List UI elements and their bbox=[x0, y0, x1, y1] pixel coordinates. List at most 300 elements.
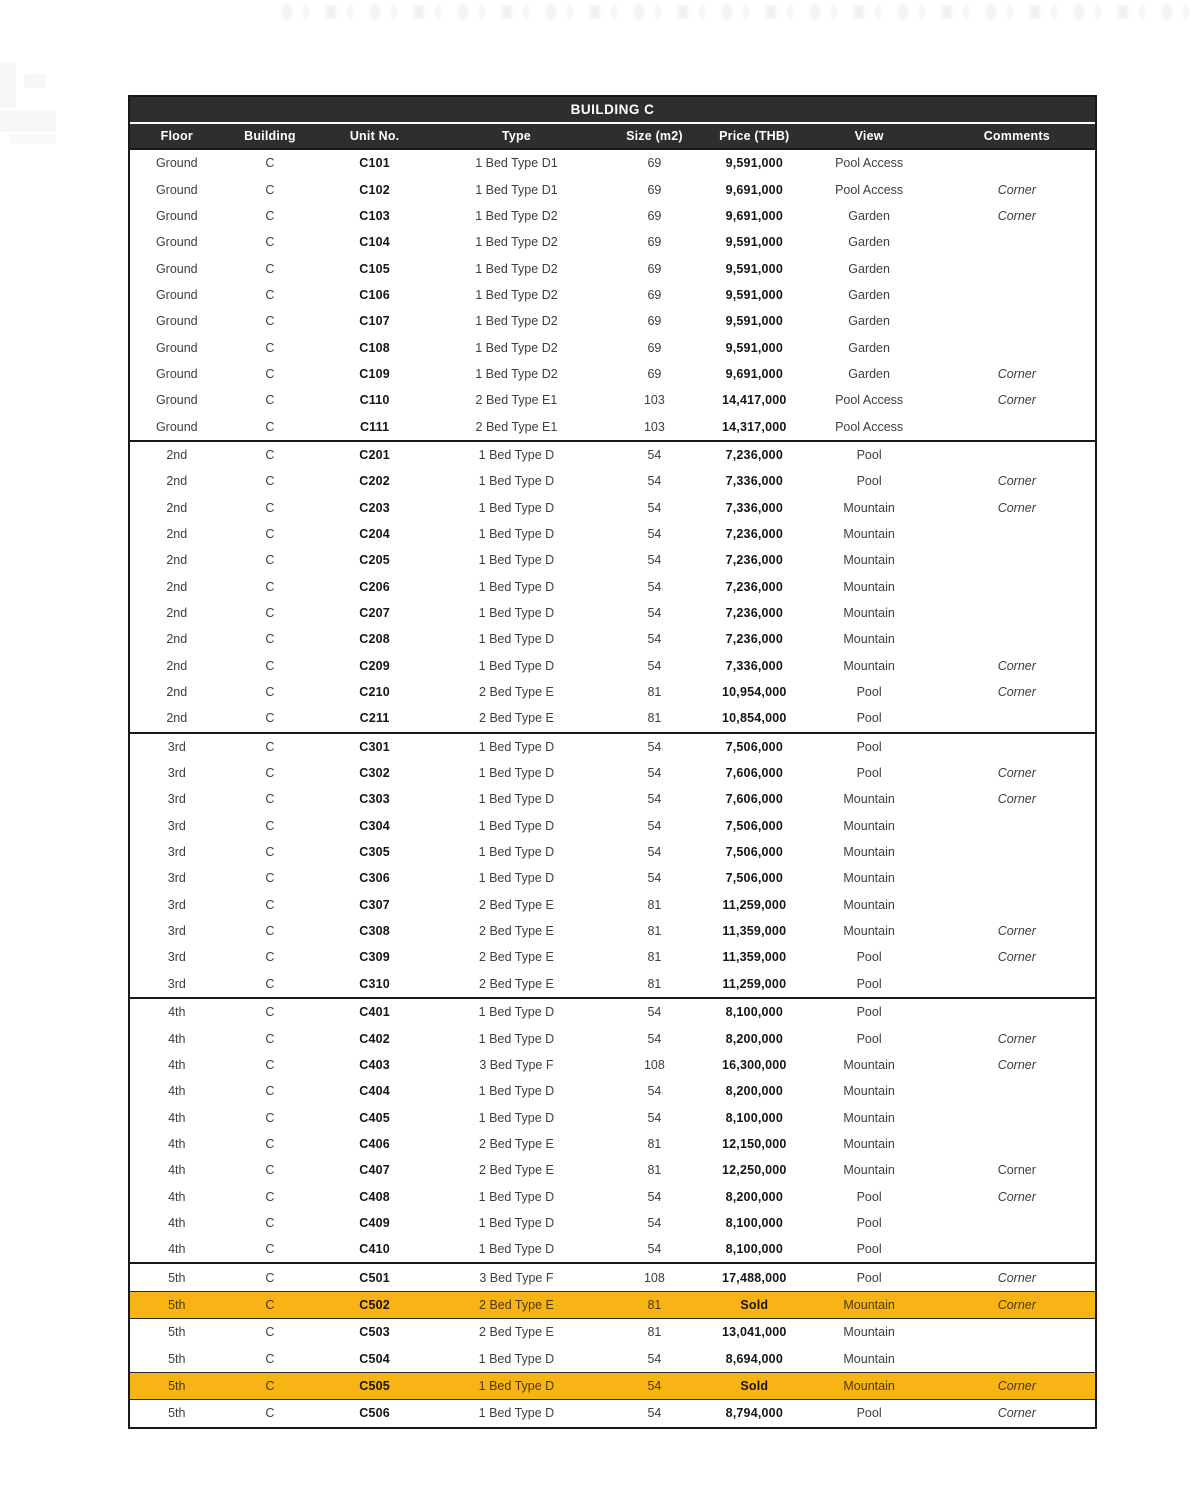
price-cell: 11,359,000 bbox=[722, 924, 787, 939]
unit-cell: C204 bbox=[359, 526, 390, 541]
view-cell: Garden bbox=[848, 208, 890, 223]
floor-cell: 2nd bbox=[166, 553, 188, 568]
view-cell: Mountain bbox=[843, 845, 895, 860]
type-cell: 1 Bed Type D bbox=[478, 1215, 555, 1230]
price-cell: 7,236,000 bbox=[725, 553, 783, 568]
view-cell: Mountain bbox=[800, 1372, 939, 1399]
type-cell: 1 Bed Type D bbox=[478, 792, 555, 807]
unit-row-c401 bbox=[130, 998, 1095, 1025]
comment-cell bbox=[939, 1104, 1095, 1130]
comment-cell: Corner bbox=[997, 474, 1036, 489]
price-cell: 7,236,000 bbox=[725, 632, 783, 647]
price-cell: 8,694,000 bbox=[725, 1351, 783, 1366]
building-cell: C bbox=[265, 393, 275, 408]
floor-cell: 2nd bbox=[166, 500, 188, 515]
size-cell: 54 bbox=[647, 632, 662, 647]
type-cell: 1 Bed Type D bbox=[478, 1351, 555, 1366]
view-cell: Mountain bbox=[843, 526, 895, 541]
building-cell: C bbox=[265, 685, 275, 700]
building-cell: C bbox=[265, 156, 275, 171]
building-cell: C bbox=[265, 632, 275, 647]
unit-row-c505 bbox=[130, 1372, 1095, 1399]
unit-cell: C410 bbox=[359, 1242, 390, 1257]
type-cell: 1 Bed Type D bbox=[478, 1084, 555, 1099]
building-cell: C bbox=[265, 1057, 275, 1072]
price-cell: 9,691,000 bbox=[725, 182, 783, 197]
view-cell: Pool bbox=[800, 998, 939, 1025]
size-cell: 54 bbox=[600, 441, 709, 468]
view-cell: Mountain bbox=[843, 897, 895, 912]
size-cell: 69 bbox=[647, 208, 662, 223]
unit-row-c108 bbox=[130, 334, 1095, 360]
column-header-type: Type bbox=[433, 124, 600, 149]
building-cell: C bbox=[265, 871, 275, 886]
view-cell: Pool Access bbox=[835, 156, 904, 171]
building-cell: C bbox=[265, 208, 275, 223]
view-cell: Mountain bbox=[800, 1291, 939, 1318]
size-cell: 108 bbox=[643, 1057, 665, 1072]
view-cell: Pool bbox=[856, 1215, 882, 1230]
unit-cell: C104 bbox=[359, 235, 390, 250]
building-cell: C bbox=[265, 182, 275, 197]
unit-row-c405 bbox=[130, 1104, 1095, 1130]
size-cell: 54 bbox=[647, 474, 662, 489]
unit-cell: C302 bbox=[359, 766, 390, 781]
price-cell: 7,606,000 bbox=[725, 792, 783, 807]
unit-price-table bbox=[130, 124, 1095, 1427]
size-cell: 54 bbox=[600, 998, 709, 1025]
price-cell: 8,100,000 bbox=[709, 998, 800, 1025]
price-cell: 7,236,000 bbox=[725, 606, 783, 621]
unit-row-c306 bbox=[130, 865, 1095, 891]
size-cell: 103 bbox=[643, 419, 665, 434]
table-title: BUILDING C bbox=[130, 97, 1095, 124]
price-cell: 9,691,000 bbox=[725, 208, 783, 223]
unit-row-c404 bbox=[130, 1078, 1095, 1104]
size-cell: 54 bbox=[600, 733, 709, 760]
view-cell: Mountain bbox=[843, 553, 895, 568]
comment-cell bbox=[939, 282, 1095, 308]
unit-cell: C201 bbox=[316, 441, 433, 468]
unit-row-c308 bbox=[130, 918, 1095, 944]
type-cell: 1 Bed Type D bbox=[478, 1110, 555, 1125]
size-cell: 54 bbox=[647, 579, 662, 594]
view-cell: Pool bbox=[800, 1263, 939, 1291]
size-cell: 69 bbox=[647, 182, 662, 197]
price-cell: 9,591,000 bbox=[725, 261, 783, 276]
comment-cell bbox=[939, 626, 1095, 652]
price-cell: 10,854,000 bbox=[722, 711, 787, 726]
column-header-floor: Floor bbox=[130, 124, 224, 149]
size-cell: 81 bbox=[647, 897, 662, 912]
view-cell: Mountain bbox=[843, 818, 895, 833]
unit-cell: C309 bbox=[359, 950, 390, 965]
view-cell: Mountain bbox=[843, 1084, 895, 1099]
building-cell: C bbox=[265, 658, 275, 673]
view-cell: Pool bbox=[800, 441, 939, 468]
size-cell: 54 bbox=[647, 1406, 662, 1421]
view-cell: Pool bbox=[856, 1031, 882, 1046]
floor-cell: Ground bbox=[155, 156, 198, 171]
size-cell: 69 bbox=[647, 340, 662, 355]
watermark-shape bbox=[10, 134, 56, 144]
unit-row-c503 bbox=[130, 1319, 1095, 1346]
type-cell: 3 Bed Type F bbox=[479, 1057, 554, 1072]
unit-cell: C203 bbox=[359, 500, 390, 515]
building-cell: C bbox=[265, 1136, 275, 1151]
price-cell: 7,506,000 bbox=[725, 818, 783, 833]
floor-cell: 5th bbox=[168, 1406, 186, 1421]
size-cell: 103 bbox=[643, 393, 665, 408]
unit-cell: C406 bbox=[359, 1136, 390, 1151]
building-cell: C bbox=[265, 1351, 275, 1366]
building-cell: C bbox=[265, 579, 275, 594]
floor-cell: 3rd bbox=[167, 976, 186, 991]
unit-cell: C401 bbox=[316, 998, 433, 1025]
view-cell: Pool bbox=[856, 976, 882, 991]
comment-cell: Corner bbox=[997, 950, 1036, 965]
size-cell: 54 bbox=[647, 1215, 662, 1230]
floor-cell: 3rd bbox=[130, 733, 224, 760]
view-cell: Pool bbox=[856, 1242, 882, 1257]
comment-cell: Corner bbox=[997, 500, 1036, 515]
unit-row-c210 bbox=[130, 679, 1095, 705]
comment-cell bbox=[939, 521, 1095, 547]
price-cell: 11,359,000 bbox=[722, 950, 787, 965]
size-cell: 69 bbox=[647, 156, 662, 171]
unit-row-c110 bbox=[130, 387, 1095, 413]
type-cell: 1 Bed Type D bbox=[478, 553, 555, 568]
size-cell: 54 bbox=[647, 606, 662, 621]
size-cell: 54 bbox=[647, 845, 662, 860]
floor-cell: 3rd bbox=[167, 871, 186, 886]
unit-row-c111 bbox=[130, 413, 1095, 440]
floor-cell: 2nd bbox=[166, 711, 188, 726]
comment-cell bbox=[939, 308, 1095, 334]
floor-cell: Ground bbox=[155, 182, 198, 197]
size-cell: 54 bbox=[647, 818, 662, 833]
view-cell: Mountain bbox=[843, 1325, 895, 1340]
comment-cell: Corner bbox=[997, 208, 1036, 223]
floor-cell: Ground bbox=[155, 314, 198, 329]
unit-cell: C304 bbox=[359, 818, 390, 833]
unit-row-c201 bbox=[130, 441, 1095, 468]
size-cell: 54 bbox=[647, 1242, 662, 1257]
unit-cell: C501 bbox=[316, 1263, 433, 1291]
size-cell: 54 bbox=[647, 1351, 662, 1366]
unit-row-c103 bbox=[130, 203, 1095, 229]
building-cell: C bbox=[265, 526, 275, 541]
unit-cell: C105 bbox=[359, 261, 390, 276]
price-cell: 7,506,000 bbox=[725, 845, 783, 860]
view-cell: Garden bbox=[848, 261, 890, 276]
floor-cell: Ground bbox=[155, 287, 198, 302]
comment-cell bbox=[939, 971, 1095, 998]
price-cell: 12,250,000 bbox=[722, 1163, 787, 1178]
price-cell: 8,200,000 bbox=[725, 1084, 783, 1099]
unit-cell: C202 bbox=[359, 474, 390, 489]
floor-cell: 2nd bbox=[166, 685, 188, 700]
comment-cell: Corner bbox=[997, 766, 1036, 781]
type-cell: 1 Bed Type D bbox=[478, 1189, 555, 1204]
view-cell: Mountain bbox=[843, 1110, 895, 1125]
type-cell: 1 Bed Type D bbox=[478, 632, 555, 647]
comment-cell: Corner bbox=[997, 366, 1036, 381]
floor-cell: 4th bbox=[168, 1110, 186, 1125]
type-cell: 1 Bed Type D bbox=[478, 1406, 555, 1421]
building-cell: C bbox=[265, 1215, 275, 1230]
comment-cell bbox=[939, 705, 1095, 732]
table-body bbox=[130, 149, 1095, 1427]
comment-cell: Corner bbox=[939, 1372, 1095, 1399]
building-cell: C bbox=[265, 845, 275, 860]
view-cell: Mountain bbox=[843, 1136, 895, 1151]
unit-cell: C301 bbox=[316, 733, 433, 760]
view-cell: Pool bbox=[856, 1189, 882, 1204]
building-cell: C bbox=[265, 1242, 275, 1257]
size-cell: 54 bbox=[647, 1189, 662, 1204]
comment-cell bbox=[939, 839, 1095, 865]
type-cell: 1 Bed Type D bbox=[478, 1031, 555, 1046]
floor-cell: Ground bbox=[155, 261, 198, 276]
price-cell: Sold bbox=[709, 1291, 800, 1318]
comment-cell bbox=[939, 733, 1095, 760]
unit-cell: C108 bbox=[359, 340, 390, 355]
unit-row-c211 bbox=[130, 705, 1095, 732]
floor-cell: 4th bbox=[168, 1084, 186, 1099]
price-cell: 9,591,000 bbox=[725, 156, 783, 171]
comment-cell bbox=[939, 547, 1095, 573]
floor-cell: 4th bbox=[168, 1163, 186, 1178]
view-cell: Garden bbox=[848, 340, 890, 355]
view-cell: Garden bbox=[848, 235, 890, 250]
comment-cell bbox=[939, 574, 1095, 600]
unit-row-c305 bbox=[130, 839, 1095, 865]
floor-cell: 3rd bbox=[167, 897, 186, 912]
unit-cell: C308 bbox=[359, 924, 390, 939]
unit-cell: C307 bbox=[359, 897, 390, 912]
price-cell: 8,794,000 bbox=[725, 1406, 783, 1421]
comment-cell bbox=[939, 149, 1095, 176]
unit-cell: C402 bbox=[359, 1031, 390, 1046]
unit-cell: C407 bbox=[359, 1163, 390, 1178]
floor-cell: 2nd bbox=[166, 579, 188, 594]
comment-cell bbox=[939, 441, 1095, 468]
floor-cell: Ground bbox=[155, 393, 198, 408]
building-cell: C bbox=[265, 366, 275, 381]
building-cell: C bbox=[265, 950, 275, 965]
floor-cell: 2nd bbox=[166, 606, 188, 621]
size-cell: 54 bbox=[600, 1372, 709, 1399]
price-cell: 14,417,000 bbox=[722, 393, 787, 408]
floor-cell: 5th bbox=[130, 1263, 224, 1291]
type-cell: 1 Bed Type D bbox=[478, 658, 555, 673]
comment-cell: Corner bbox=[939, 1263, 1095, 1291]
type-cell: 1 Bed Type D bbox=[478, 1242, 555, 1257]
type-cell: 1 Bed Type D bbox=[478, 500, 555, 515]
unit-row-c408 bbox=[130, 1183, 1095, 1209]
type-cell: 3 Bed Type F bbox=[433, 1263, 600, 1291]
size-cell: 81 bbox=[600, 1291, 709, 1318]
background-watermark-top bbox=[282, 5, 1200, 19]
comment-cell: Corner bbox=[997, 658, 1036, 673]
building-cell: C bbox=[265, 711, 275, 726]
building-cell: C bbox=[224, 1263, 317, 1291]
floor-cell: Ground bbox=[155, 208, 198, 223]
unit-cell: C503 bbox=[359, 1325, 390, 1340]
price-cell: Sold bbox=[709, 1372, 800, 1399]
size-cell: 54 bbox=[647, 1084, 662, 1099]
column-header-comment: Comments bbox=[939, 124, 1095, 149]
view-cell: Mountain bbox=[843, 658, 895, 673]
floor-cell: 2nd bbox=[166, 474, 188, 489]
unit-cell: C102 bbox=[359, 182, 390, 197]
unit-row-c304 bbox=[130, 813, 1095, 839]
column-header-size: Size (m2) bbox=[600, 124, 709, 149]
price-cell: 16,300,000 bbox=[722, 1057, 787, 1072]
comment-cell: Corner bbox=[997, 1163, 1036, 1178]
size-cell: 81 bbox=[647, 685, 662, 700]
comment-cell bbox=[939, 1236, 1095, 1263]
building-cell: C bbox=[265, 1084, 275, 1099]
unit-cell: C505 bbox=[316, 1372, 433, 1399]
comment-cell bbox=[939, 892, 1095, 918]
price-cell: 10,954,000 bbox=[722, 685, 787, 700]
type-cell: 1 Bed Type D bbox=[478, 871, 555, 886]
building-cell: C bbox=[265, 897, 275, 912]
floor-cell: 5th bbox=[130, 1372, 224, 1399]
unit-cell: C211 bbox=[359, 711, 390, 726]
building-cell: C bbox=[265, 474, 275, 489]
floor-cell: 4th bbox=[168, 1031, 186, 1046]
view-cell: Pool bbox=[856, 950, 882, 965]
type-cell: 1 Bed Type D bbox=[433, 733, 600, 760]
watermark-shape bbox=[0, 110, 56, 132]
type-cell: 1 Bed Type D bbox=[433, 441, 600, 468]
size-cell: 81 bbox=[647, 1136, 662, 1151]
building-cell: C bbox=[265, 340, 275, 355]
unit-cell: C502 bbox=[316, 1291, 433, 1318]
floor-cell: 4th bbox=[168, 1136, 186, 1151]
view-cell: Garden bbox=[848, 287, 890, 302]
view-cell: Mountain bbox=[843, 1351, 895, 1366]
building-cell: C bbox=[265, 235, 275, 250]
unit-row-c102 bbox=[130, 176, 1095, 202]
unit-row-c104 bbox=[130, 229, 1095, 255]
unit-row-c208 bbox=[130, 626, 1095, 652]
floor-cell: 3rd bbox=[167, 845, 186, 860]
building-cell: C bbox=[224, 733, 317, 760]
size-cell: 81 bbox=[647, 711, 662, 726]
price-cell: 11,259,000 bbox=[722, 976, 787, 991]
price-cell: 7,336,000 bbox=[725, 474, 783, 489]
type-cell: 1 Bed Type D1 bbox=[475, 182, 558, 197]
unit-row-c106 bbox=[130, 282, 1095, 308]
unit-row-c204 bbox=[130, 521, 1095, 547]
unit-row-c209 bbox=[130, 653, 1095, 679]
view-cell: Mountain bbox=[843, 500, 895, 515]
unit-row-c403 bbox=[130, 1052, 1095, 1078]
unit-cell: C306 bbox=[359, 871, 390, 886]
unit-row-c504 bbox=[130, 1345, 1095, 1372]
building-cell: C bbox=[265, 766, 275, 781]
price-cell: 8,100,000 bbox=[725, 1242, 783, 1257]
building-cell: C bbox=[265, 314, 275, 329]
type-cell: 1 Bed Type D2 bbox=[475, 366, 558, 381]
unit-cell: C305 bbox=[359, 845, 390, 860]
unit-row-c206 bbox=[130, 574, 1095, 600]
comment-cell bbox=[939, 1131, 1095, 1157]
floor-cell: 4th bbox=[168, 1057, 186, 1072]
price-cell: 14,317,000 bbox=[722, 419, 787, 434]
column-header-unit: Unit No. bbox=[316, 124, 433, 149]
unit-row-c107 bbox=[130, 308, 1095, 334]
type-cell: 1 Bed Type D bbox=[478, 606, 555, 621]
column-header-view: View bbox=[800, 124, 939, 149]
unit-row-c410 bbox=[130, 1236, 1095, 1263]
unit-cell: C405 bbox=[359, 1110, 390, 1125]
type-cell: 1 Bed Type D bbox=[433, 1372, 600, 1399]
unit-row-c406 bbox=[130, 1131, 1095, 1157]
type-cell: 1 Bed Type D1 bbox=[475, 156, 558, 171]
unit-row-c109 bbox=[130, 361, 1095, 387]
type-cell: 2 Bed Type E bbox=[479, 976, 554, 991]
unit-cell: C107 bbox=[359, 314, 390, 329]
unit-row-c502 bbox=[130, 1291, 1095, 1318]
price-cell: 9,591,000 bbox=[725, 314, 783, 329]
price-cell: 17,488,000 bbox=[709, 1263, 800, 1291]
building-cell: C bbox=[224, 1372, 317, 1399]
column-header-price: Price (THB) bbox=[709, 124, 800, 149]
floor-cell: 2nd bbox=[166, 526, 188, 541]
building-cell: C bbox=[224, 441, 317, 468]
building-c-price-table bbox=[128, 95, 1097, 1429]
unit-cell: C103 bbox=[359, 208, 390, 223]
comment-cell bbox=[939, 998, 1095, 1025]
building-cell: C bbox=[265, 792, 275, 807]
unit-cell: C110 bbox=[359, 393, 390, 408]
price-cell: 9,691,000 bbox=[725, 366, 783, 381]
unit-row-c302 bbox=[130, 760, 1095, 786]
unit-cell: C208 bbox=[359, 632, 390, 647]
view-cell: Pool bbox=[856, 1406, 882, 1421]
price-cell: 7,336,000 bbox=[725, 500, 783, 515]
building-cell: C bbox=[224, 998, 317, 1025]
type-cell: 2 Bed Type E bbox=[433, 1291, 600, 1318]
floor-cell: 3rd bbox=[167, 766, 186, 781]
floor-cell: 5th bbox=[130, 1291, 224, 1318]
size-cell: 54 bbox=[647, 526, 662, 541]
view-cell: Pool bbox=[856, 711, 882, 726]
floor-cell: Ground bbox=[155, 419, 198, 434]
floor-cell: 3rd bbox=[167, 950, 186, 965]
price-cell: 9,591,000 bbox=[725, 235, 783, 250]
type-cell: 1 Bed Type D bbox=[478, 579, 555, 594]
size-cell: 81 bbox=[647, 1163, 662, 1178]
building-cell: C bbox=[265, 1325, 275, 1340]
price-cell: 8,200,000 bbox=[725, 1031, 783, 1046]
building-cell: C bbox=[265, 1163, 275, 1178]
unit-cell: C403 bbox=[359, 1057, 390, 1072]
building-cell: C bbox=[265, 287, 275, 302]
floor-cell: 3rd bbox=[167, 818, 186, 833]
comment-cell: Corner bbox=[997, 924, 1036, 939]
type-cell: 2 Bed Type E1 bbox=[475, 393, 558, 408]
unit-cell: C205 bbox=[359, 553, 390, 568]
type-cell: 1 Bed Type D bbox=[433, 998, 600, 1025]
comment-cell: Corner bbox=[997, 1057, 1036, 1072]
floor-cell: 3rd bbox=[167, 924, 186, 939]
